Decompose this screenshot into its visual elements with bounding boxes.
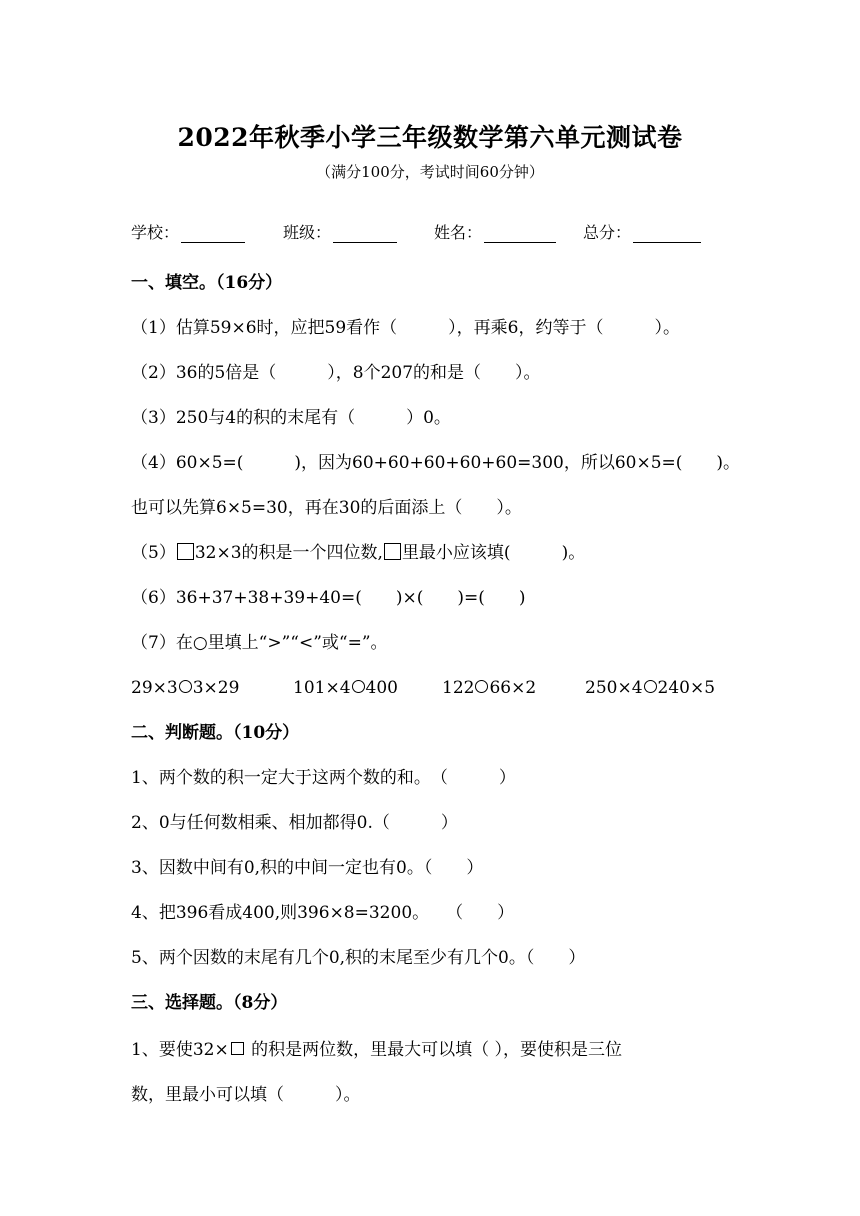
- question-1-2: （2）36的5倍是（ ），8个207的和是（ ）。: [131, 363, 541, 383]
- compare-circle-icon[interactable]: [352, 680, 365, 693]
- section-multiple-choice-heading: 三、选择题。（8分）: [131, 993, 288, 1013]
- section-fill-blank-heading: 一、填空。（16分）: [131, 273, 283, 293]
- choice-q1-prefix: 1、要使32×: [131, 1040, 229, 1060]
- comparison-row: [131, 675, 751, 701]
- school-label: 学校：: [131, 223, 180, 242]
- true-false-item-4: 4、把396看成400,则396×8=3200。 （ ）: [131, 903, 515, 923]
- compare-left: 122: [442, 678, 475, 698]
- true-false-item-5: 5、两个因数的末尾有几个0,积的末尾至少有几个0。（ ）: [131, 948, 586, 968]
- name-field: [434, 220, 556, 243]
- score-label: 总分：: [583, 223, 632, 242]
- exam-title: 2022年秋季小学三年级数学第六单元测试卷: [177, 123, 683, 152]
- student-info-row: [131, 220, 751, 246]
- comparison-item: [293, 675, 398, 701]
- class-label: 班级：: [283, 223, 332, 242]
- true-false-item-3: 3、因数中间有0,积的中间一定也有0。（ ）: [131, 858, 484, 878]
- score-field: [583, 220, 701, 243]
- compare-right: 400: [365, 678, 398, 698]
- compare-right: 3×29: [192, 678, 240, 698]
- compare-left: 250×4: [585, 678, 643, 698]
- blank-square-icon: [384, 543, 401, 560]
- comparison-item: [131, 675, 239, 701]
- name-label: 姓名：: [434, 223, 483, 242]
- score-blank[interactable]: [633, 222, 701, 243]
- choice-question-1-continued: 数，里最小可以填（ ）。: [131, 1085, 361, 1105]
- compare-circle-icon[interactable]: [475, 680, 488, 693]
- question-1-6: （6）36+37+38+39+40=( )×( )=( ): [131, 588, 526, 608]
- question-1-1: （1）估算59×6时，应把59看作（ ），再乘6，约等于（ ）。: [131, 318, 680, 338]
- section-true-false-heading: 二、判断题。（10分）: [131, 723, 300, 743]
- compare-circle-icon[interactable]: [644, 680, 657, 693]
- true-false-item-2: 2、0与任何数相乘、相加都得0.（ ）: [131, 813, 458, 833]
- exam-subtitle: （满分100分，考试时间60分钟）: [316, 163, 544, 181]
- compare-circle-icon[interactable]: [179, 680, 192, 693]
- school-field: [131, 220, 245, 243]
- true-false-item-1: 1、两个数的积一定大于这两个数的和。 （ ）: [131, 768, 516, 788]
- question-1-3: （3）250与4的积的末尾有（ ）0。: [131, 408, 451, 428]
- compare-right: 240×5: [657, 678, 716, 698]
- blank-square-icon: [177, 543, 194, 560]
- question-1-5: [131, 540, 585, 566]
- question-1-7: （7）在○里填上“>”“<”或“=”。: [131, 633, 388, 653]
- class-field: [283, 220, 397, 243]
- q5-prefix: （5）: [131, 543, 176, 563]
- compare-right: 66×2: [489, 678, 537, 698]
- name-blank[interactable]: [484, 222, 556, 243]
- question-1-4: （4）60×5=( )，因为60+60+60+60+60=300，所以60×5=( )。: [131, 453, 741, 473]
- blank-square-icon: [231, 1042, 244, 1055]
- question-1-4-continued: 也可以先算6×5=30，再在30的后面添上（ ）。: [131, 498, 522, 518]
- comparison-item: [442, 675, 536, 701]
- compare-left: 29×3: [131, 678, 178, 698]
- comparison-item: [585, 675, 715, 701]
- q5-suffix: 里最小应该填( )。: [401, 543, 586, 563]
- school-blank[interactable]: [181, 222, 245, 243]
- compare-left: 101×4: [293, 678, 351, 698]
- choice-q1-suffix: 的积是两位数，里最大可以填（ ），要使积是三位: [245, 1040, 623, 1060]
- choice-question-1: [131, 1037, 622, 1063]
- class-blank[interactable]: [333, 222, 397, 243]
- q5-middle: 32×3的积是一个四位数,: [194, 543, 383, 563]
